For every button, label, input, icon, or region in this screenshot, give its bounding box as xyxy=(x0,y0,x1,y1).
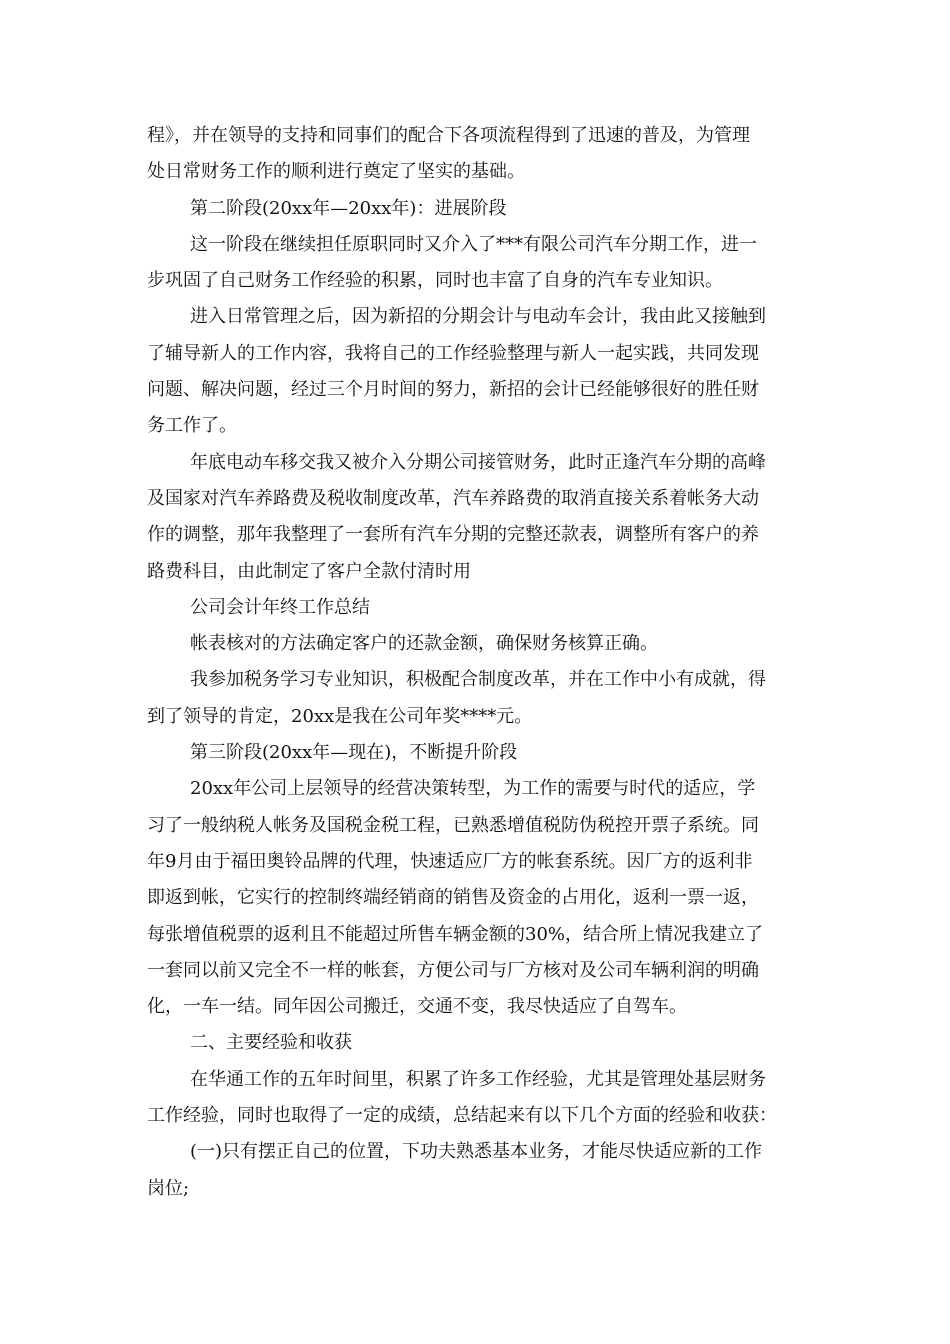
text-line: 工作经验，同时也取得了一定的成绩，总结起来有以下几个方面的经验和收获： xyxy=(147,1105,777,1127)
text-line: 帐表核对的方法确定客户的还款金额，确保财务核算正确。 xyxy=(190,633,658,655)
text-line: 作的调整，那年我整理了一套所有汽车分期的完整还款表，调整所有客户的养 xyxy=(147,524,759,546)
section-heading: 第二阶段(20xx年—20xx年)：进展阶段 xyxy=(190,197,507,219)
text-line: 年底电动车移交我又被介入分期公司接管财务，此时正逢汽车分期的高峰 xyxy=(190,451,766,473)
text-line: 务工作了。 xyxy=(147,415,237,437)
text-line: 步巩固了自己财务工作经验的积累，同时也丰富了自身的汽车专业知识。 xyxy=(147,270,723,292)
section-heading: 公司会计年终工作总结 xyxy=(190,596,370,618)
text-line: 进入日常管理之后，因为新招的分期会计与电动车会计，我由此又接触到 xyxy=(190,306,766,328)
text-line: 20xx年公司上层领导的经营决策转型，为工作的需要与时代的适应，学 xyxy=(190,778,756,800)
text-line: 程》，并在领导的支持和同事们的配合下各项流程得到了迅速的普及，为管理 xyxy=(147,125,750,146)
text-line: 每张增值税票的返利且不能超过所售车辆金额的30%，结合所上情况我建立了 xyxy=(147,923,764,945)
text-line: 问题、解决问题，经过三个月时间的努力，新招的会计已经能够很好的胜任财 xyxy=(147,379,759,401)
text-line: 岗位; xyxy=(147,1177,190,1199)
text-line: 一套同以前又完全不一样的帐套，方便公司与厂方核对及公司车辆利润的明确 xyxy=(147,959,759,981)
text-line: 路费科目，由此制定了客户全款付清时用 xyxy=(147,560,471,582)
text-line: 在华通工作的五年时间里，积累了许多工作经验，尤其是管理处基层财务 xyxy=(190,1068,766,1090)
section-heading: 第三阶段(20xx年—现在)，不断提升阶段 xyxy=(190,742,518,764)
text-line: 到了领导的肯定，20xx是我在公司年奖****元。 xyxy=(147,705,533,727)
text-line: 我参加税务学习专业知识，积极配合制度改革，并在工作中小有成就，得 xyxy=(190,669,766,691)
text-line: 习了一般纳税人帐务及国税金税工程，已熟悉增值税防伪税控开票子系统。同 xyxy=(147,814,759,836)
section-heading: 二、主要经验和收获 xyxy=(190,1032,352,1054)
text-line: 了辅导新人的工作内容，我将自己的工作经验整理与新人一起实践，共同发现 xyxy=(147,342,759,364)
text-line: 化，一车一结。同年因公司搬迁，交通不变，我尽快适应了自驾车。 xyxy=(147,996,687,1018)
text-line: 及国家对汽车养路费及税收制度改革，汽车养路费的取消直接关系着帐务大动 xyxy=(147,487,759,509)
text-line: 年9月由于福田奥铃品牌的代理，快速适应厂方的帐套系统。因厂方的返利非 xyxy=(147,850,753,872)
text-line: 处日常财务工作的顺利进行奠定了坚实的基础。 xyxy=(147,161,525,183)
document-body xyxy=(147,118,802,1207)
text-line: 即返到帐，它实行的控制终端经销商的销售及资金的占用化，返利一票一返， xyxy=(147,887,759,909)
text-line: 这一阶段在继续担任原职同时又介入了***有限公司汽车分期工作，进一 xyxy=(190,233,757,255)
text-line: (一)只有摆正自己的位置，下功夫熟悉基本业务，才能尽快适应新的工作 xyxy=(190,1141,763,1163)
